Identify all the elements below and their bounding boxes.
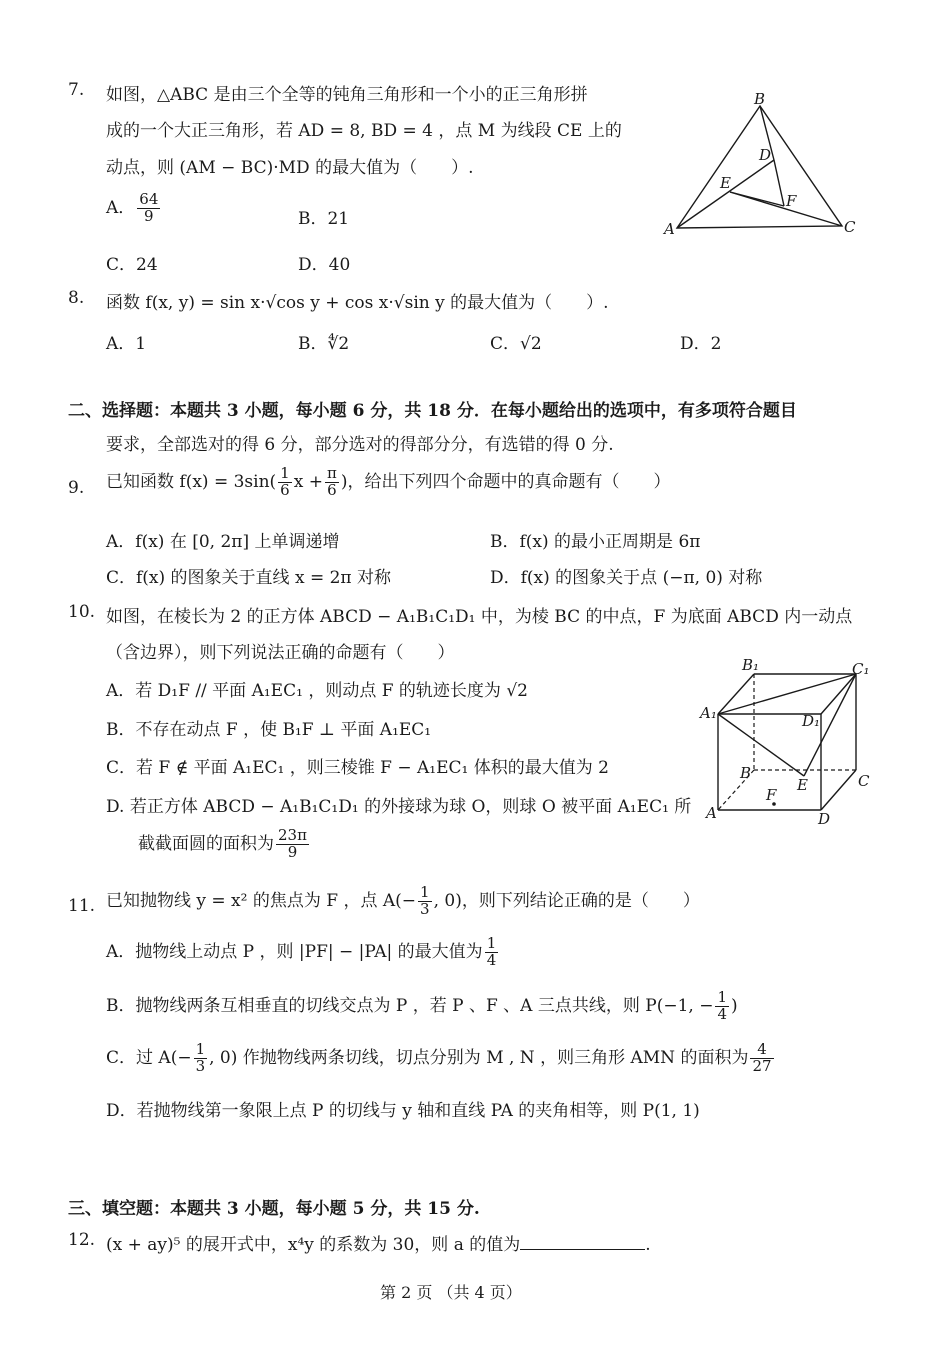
q7-option-a-fraction <box>137 192 160 225</box>
q10-label-a1: A₁ <box>700 704 717 722</box>
q9-text-post: )，给出下列四个命题中的真命题有（ ） <box>340 471 671 492</box>
q9-f1-den: 6 <box>280 480 290 499</box>
q7-line1: 如图，△ABC 是由三个全等的钝角三角形和一个小的正三角形拼 <box>106 85 588 105</box>
q11-option-a <box>106 936 500 969</box>
q8-number: 8. <box>68 288 85 308</box>
q11-opt-a-text: A．抛物线上动点 P ，则 |PF| − |PA| 的最大值为 <box>106 941 483 962</box>
q8-option-b: B．∜2 <box>298 334 350 354</box>
section3-heading: 三、填空题：本题共 3 小题，每小题 5 分，共 15 分. <box>68 1199 480 1219</box>
q10-option-d-cont <box>138 828 311 861</box>
q7-label-b: B <box>754 90 766 108</box>
q9-fraction-2 <box>325 466 339 499</box>
q9-f2-num: π <box>326 464 337 482</box>
q11-opt-a-num: 1 <box>486 934 497 952</box>
q11-opt-b-fraction <box>715 990 729 1023</box>
q9-text-mid: x + <box>293 471 323 492</box>
q11-opt-c-den1: 3 <box>195 1056 206 1075</box>
q10-label-c1: C₁ <box>852 660 870 678</box>
q9-option-b: B．f(x) 的最小正周期是 6π <box>490 532 701 552</box>
q10-label-e: E <box>797 776 808 794</box>
q9-f2-den: 6 <box>327 480 337 499</box>
q11-opt-c-fraction-1 <box>194 1042 208 1075</box>
q10-label-b1: B₁ <box>742 656 760 674</box>
q7-label-e: E <box>720 174 731 192</box>
q7-option-c: C．24 <box>106 255 158 275</box>
q10-line2: （含边界），则下列说法正确的命题有（ ） <box>106 643 455 663</box>
q10-label-b: B <box>740 764 752 782</box>
q10-label-d1: D₁ <box>802 712 821 730</box>
q10-label-d: D <box>818 810 831 828</box>
q9-number: 9. <box>68 478 85 498</box>
q12-stem <box>106 1230 651 1255</box>
q9-option-a: A．f(x) 在 [0, 2π] 上单调递增 <box>106 532 340 552</box>
q11-opt-c-den2: 27 <box>752 1056 772 1075</box>
q11-opt-b-post: ) <box>731 995 738 1016</box>
q8-option-a: A．1 <box>106 334 147 354</box>
q11-a-num: 1 <box>420 883 430 901</box>
q7-label-c: C <box>844 218 856 236</box>
q10-number: 10. <box>68 602 96 622</box>
q7-option-d: D．40 <box>298 255 351 275</box>
q11-option-d: D．若抛物线第一象限上点 P 的切线与 y 轴和直线 PA 的夹角相等，则 P(1, 1) <box>106 1101 700 1121</box>
q11-option-c <box>106 1042 776 1075</box>
q7-option-a-label: A． <box>106 197 136 218</box>
q11-opt-c-num2: 4 <box>750 1042 773 1059</box>
q10-cube-figure <box>696 652 876 834</box>
q11-number: 11. <box>68 896 96 916</box>
q11-opt-a-fraction <box>485 936 499 969</box>
q9-option-c: C．f(x) 的图象关于直线 x = 2π 对称 <box>106 568 391 588</box>
q12-text-post: . <box>645 1235 651 1255</box>
section2-line2: 要求，全部选对的得 6 分，部分选对的得部分分，有选错的得 0 分. <box>106 435 614 455</box>
q10-option-d: D. 若正方体 ABCD − A₁B₁C₁D₁ 的外接球为球 O，则球 O 被平面 A₁EC₁ 所 <box>106 797 692 817</box>
q8-option-d: D．2 <box>680 334 722 354</box>
page-footer: 第 2 页 （共 4 页） <box>380 1283 522 1302</box>
q7-line2: 成的一个大正三角形，若 AD = 8, BD = 4 ，点 M 为线段 CE 上的 <box>106 121 622 141</box>
q7-line3: 动点，则 (AM − BC)·MD 的最大值为（ ）. <box>106 158 474 178</box>
q11-a-fraction <box>418 885 432 918</box>
q12-text: (x + ay)⁵ 的展开式中，x⁴y 的系数为 30，则 a 的值为 <box>106 1235 521 1255</box>
q9-option-d: D．f(x) 的图象关于点 (−π, 0) 对称 <box>490 568 763 588</box>
q10-d2-text: 截截面圆的面积为 <box>138 833 274 854</box>
q11-opt-b-text: B．抛物线两条互相垂直的切线交点为 P ，若 P 、F 、A 三点共线，则 P(−1, − <box>106 995 714 1016</box>
q11-opt-b-num: 1 <box>717 988 727 1006</box>
q9-text-pre: 已知函数 f(x) = 3sin( <box>106 471 277 492</box>
q11-text-post: , 0)，则下列结论正确的是（ ） <box>433 890 700 911</box>
q7-label-a: A <box>664 220 675 238</box>
q11-a-den: 3 <box>420 899 430 918</box>
q11-opt-a-den: 4 <box>486 950 497 969</box>
q10-option-b: B．不存在动点 F ，使 B₁F ⊥ 平面 A₁EC₁ <box>106 720 432 740</box>
q10-option-a: A．若 D₁F // 平面 A₁EC₁ ，则动点 F 的轨迹长度为 √2 <box>106 681 528 701</box>
q10-line1: 如图，在棱长为 2 的正方体 ABCD − A₁B₁C₁D₁ 中，为棱 BC 的中点，F 为底面 ABCD 内一动点 <box>106 607 853 627</box>
q7-number: 7. <box>68 80 85 100</box>
q7-triangle-figure <box>662 88 862 240</box>
q11-opt-c-fraction-2 <box>750 1042 773 1075</box>
q9-f1-num: 1 <box>280 464 290 482</box>
q7-option-b: B．21 <box>298 209 350 229</box>
q11-option-b <box>106 990 738 1023</box>
q9-stem <box>106 466 670 499</box>
q12-answer-blank[interactable] <box>520 1235 645 1250</box>
q7-label-f: F <box>786 192 797 210</box>
q9-fraction-1 <box>278 466 292 499</box>
q11-opt-c-mid: , 0) 作抛物线两条切线，切点分别为 M , N ，则三角形 AMN 的面积为 <box>209 1047 749 1068</box>
q7-option-a <box>106 192 162 225</box>
q10-label-a: A <box>706 804 717 822</box>
q11-opt-c-pre: C．过 A(− <box>106 1047 192 1068</box>
q11-stem <box>106 885 700 918</box>
q11-opt-b-den: 4 <box>717 1004 727 1023</box>
q8-option-c: C．√2 <box>490 334 542 354</box>
q7-a-den: 9 <box>144 206 154 225</box>
q10-d2-num: 23π <box>278 826 307 844</box>
q10-d2-fraction <box>276 828 309 861</box>
q7-a-num: 64 <box>139 190 159 208</box>
q10-label-c: C <box>858 772 870 790</box>
q11-text-pre: 已知抛物线 y = x² 的焦点为 F ，点 A(− <box>106 890 417 911</box>
q10-option-c: C．若 F ∉ 平面 A₁EC₁ ，则三棱锥 F − A₁EC₁ 体积的最大值为 2 <box>106 758 609 778</box>
q12-number: 12. <box>68 1230 96 1250</box>
q11-opt-c-num1: 1 <box>195 1040 206 1058</box>
q8-text: 函数 f(x, y) = sin x·√cos y + cos x·√sin y 的最大值为（ ）. <box>106 293 609 313</box>
q7-label-d: D <box>759 146 772 164</box>
section2-heading: 二、选择题：本题共 3 小题，每小题 6 分，共 18 分．在每小题给出的选项中，有多项符合题目 <box>68 401 797 421</box>
q10-d2-den: 9 <box>287 842 298 861</box>
q10-label-f: F <box>766 786 777 804</box>
